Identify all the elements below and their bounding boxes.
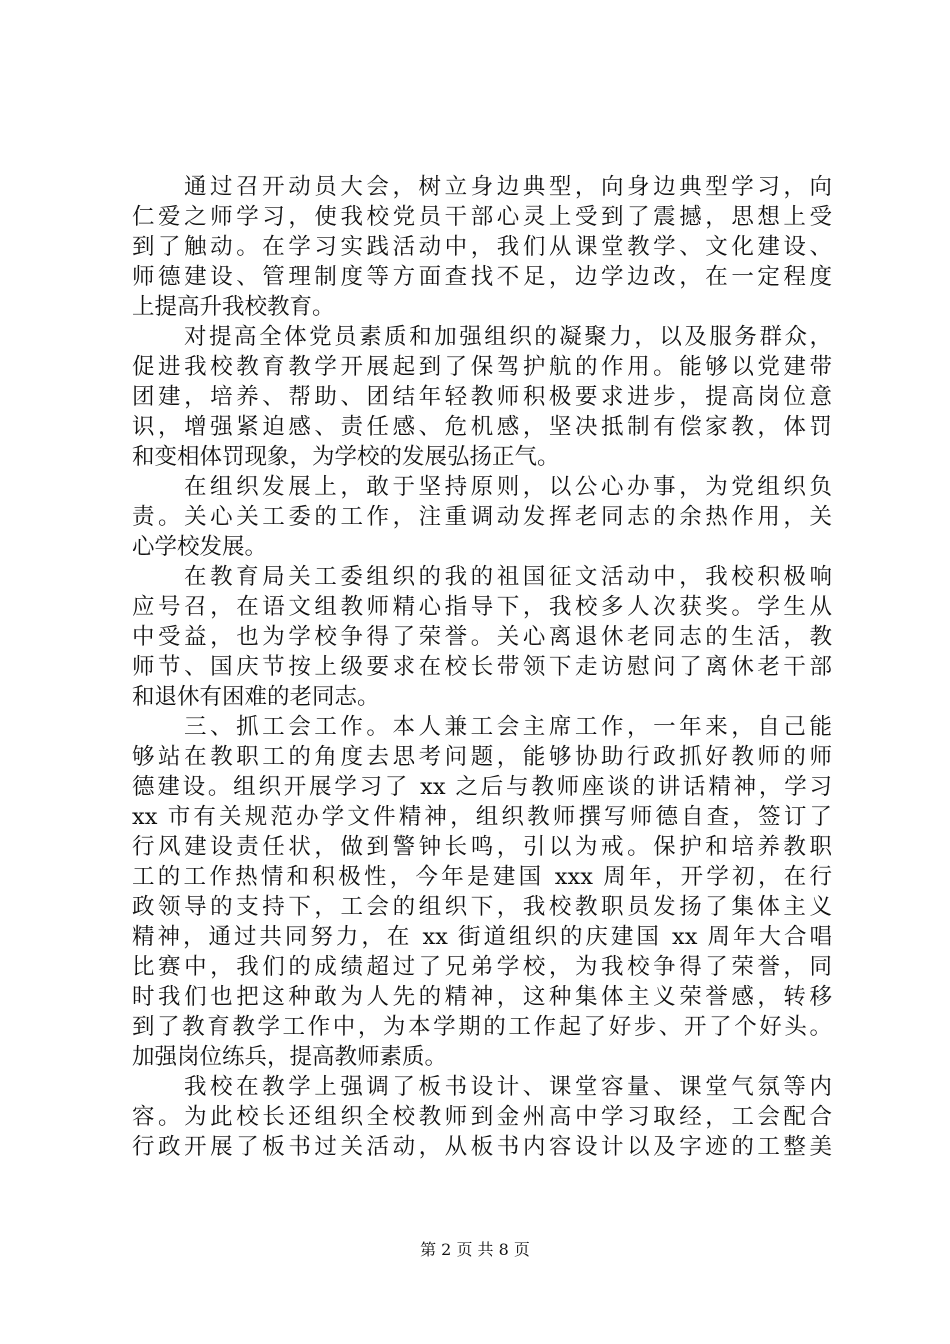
text-line: 三、抓工会工作。本人兼工会主席工作，一年来，自己能 (184, 714, 832, 740)
text-line: 在组织发展上，敢于坚持原则，以公心办事，为党组织负 (184, 474, 832, 500)
text-line: 上提高升我校教育。 (132, 294, 335, 320)
text-line: 和变相体罚现象，为学校的发展弘扬正气。 (132, 444, 560, 470)
page-footer: 第 2 页 共 8 页 (420, 1240, 530, 1259)
text-line: 行风建设责任状，做到警钟长鸣，引以为戒。保护和培养教职 (132, 834, 832, 860)
text-line: 师节、国庆节按上级要求在校长带领下走访慰问了离休老干部 (132, 654, 832, 680)
text-line: xx 市有关规范办学文件精神，组织教师撰写师德自查，签订了 (132, 804, 832, 830)
text-line: 对提高全体党员素质和加强组织的凝聚力，以及服务群众， (184, 324, 832, 350)
text-line: 加强岗位练兵，提高教师素质。 (132, 1044, 448, 1070)
text-line: 时我们也把这种敢为人先的精神，这种集体主义荣誉感，转移 (132, 984, 832, 1010)
text-line: 到了教育教学工作中，为本学期的工作起了好步、开了个好头。 (132, 1014, 832, 1040)
text-line: 德建设。组织开展学习了 xx 之后与教师座谈的讲话精神，学习 (132, 774, 832, 800)
text-line: 仁爱之师学习，使我校党员干部心灵上受到了震撼，思想上受 (132, 204, 832, 230)
text-line: 到了触动。在学习实践活动中，我们从课堂教学、文化建设、 (132, 234, 832, 260)
document-body (132, 172, 832, 1162)
text-line: 容。为此校长还组织全校教师到金州高中学习取经，工会配合 (132, 1104, 832, 1130)
text-line: 应号召，在语文组教师精心指导下，我校多人次获奖。学生从 (132, 594, 832, 620)
text-line: 通过召开动员大会，树立身边典型，向身边典型学习，向 (184, 174, 832, 200)
text-line: 心学校发展。 (132, 534, 268, 560)
text-line: 识，增强紧迫感、责任感、危机感，坚决抵制有偿家教，体罚 (132, 414, 832, 440)
text-line: 在教育局关工委组织的我的祖国征文活动中，我校积极响 (184, 564, 832, 590)
text-line: 团建，培养、帮助、团结年轻教师积极要求进步，提高岗位意 (132, 384, 832, 410)
text-line: 责。关心关工委的工作，注重调动发挥老同志的余热作用，关 (132, 504, 832, 530)
text-line: 促进我校教育教学开展起到了保驾护航的作用。能够以党建带 (132, 354, 832, 380)
text-line: 我校在教学上强调了板书设计、课堂容量、课堂气氛等内 (184, 1074, 832, 1100)
text-line: 够站在教职工的角度去思考问题，能够协助行政抓好教师的师 (132, 744, 832, 770)
text-line: 行政开展了板书过关活动，从板书内容设计以及字迹的工整美 (132, 1134, 832, 1160)
text-line: 精神，通过共同努力，在 xx 街道组织的庆建国 xx 周年大合唱 (132, 924, 832, 950)
text-line: 中受益，也为学校争得了荣誉。关心离退休老同志的生活，教 (132, 624, 832, 650)
text-line: 工的工作热情和积极性，今年是建国 xxx 周年，开学初，在行 (132, 864, 832, 890)
text-line: 政领导的支持下，工会的组织下，我校教职员发扬了集体主义 (132, 894, 832, 920)
text-line: 师德建设、管理制度等方面查找不足，边学边改，在一定程度 (132, 264, 832, 290)
text-line: 和退休有困难的老同志。 (132, 684, 380, 710)
text-line: 比赛中，我们的成绩超过了兄弟学校，为我校争得了荣誉，同 (132, 954, 832, 980)
